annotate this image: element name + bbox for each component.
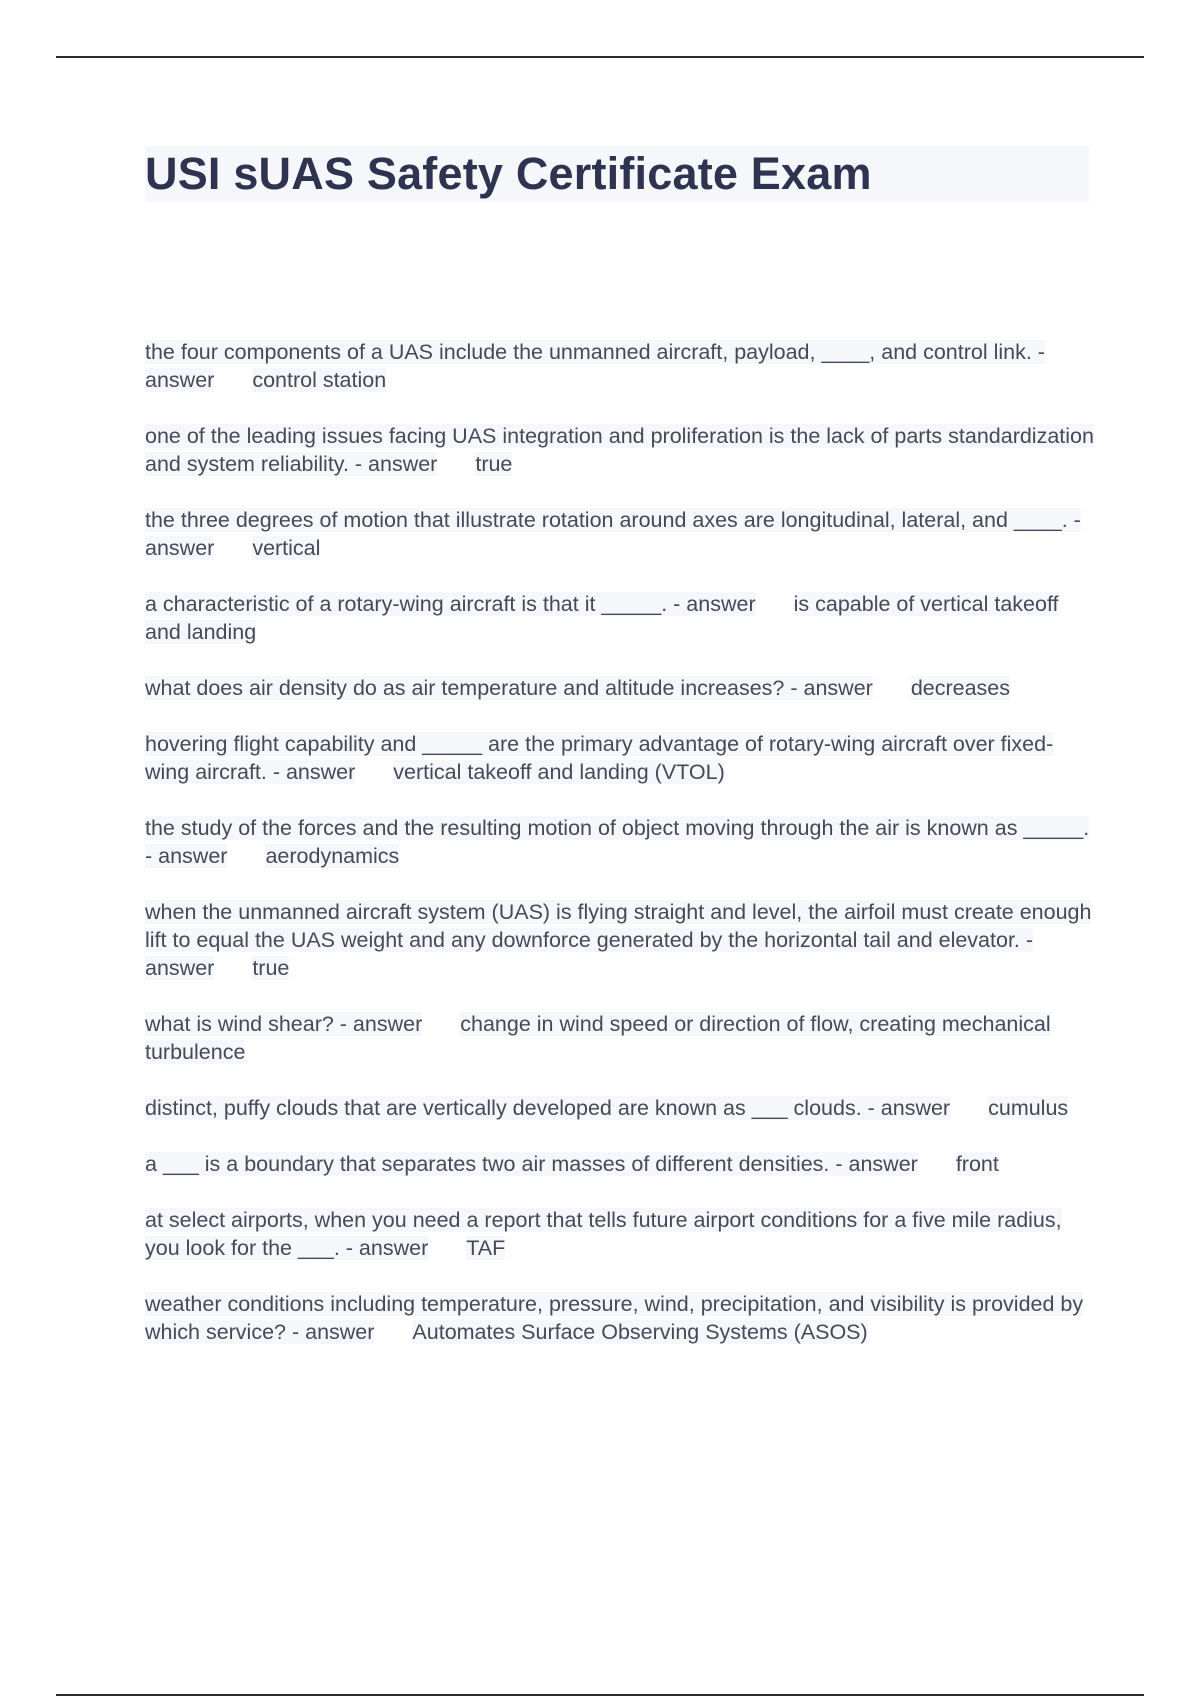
answer-text: TAF: [466, 1236, 506, 1260]
question-text: what does air density do as air temperature and altitude increases? - answer: [145, 676, 873, 700]
question-text: one of the leading issues facing UAS integration and proliferation is the lack of parts standardization and system reliability. - answer: [145, 424, 1094, 476]
answer-text: control station: [252, 368, 387, 392]
qa-item: [145, 590, 1095, 646]
qa-item: [145, 506, 1095, 562]
question-text: a ___ is a boundary that separates two air masses of different densities. - answer: [145, 1152, 918, 1176]
top-rule: [56, 56, 1144, 58]
answer-text: true: [475, 452, 513, 476]
qa-item: [145, 422, 1095, 478]
question-list: [145, 338, 1095, 1374]
answer-text: vertical takeoff and landing (VTOL): [393, 760, 725, 784]
document-title: USI sUAS Safety Certificate Exam: [145, 148, 872, 199]
qa-item: [145, 1010, 1095, 1066]
qa-item: [145, 338, 1095, 394]
question-text: weather conditions including temperature, pressure, wind, precipitation, and visibility is provided by which service? - answer: [145, 1292, 1084, 1344]
question-text: at select airports, when you need a report that tells future airport conditions for a five mile radius, you look for the ___. - answer: [145, 1208, 1062, 1260]
qa-item: [145, 898, 1095, 982]
answer-text: Automates Surface Observing Systems (ASOS): [412, 1320, 868, 1344]
question-text: a characteristic of a rotary-wing aircraft is that it _____. - answer: [145, 592, 756, 616]
qa-item: [145, 730, 1095, 786]
answer-text: decreases: [910, 676, 1011, 700]
answer-text: front: [955, 1152, 999, 1176]
bottom-rule: [56, 1694, 1144, 1696]
answer-text: is capable of vertical takeoff and landing: [145, 592, 1059, 644]
qa-item: [145, 1150, 1095, 1178]
qa-item: [145, 814, 1095, 870]
answer-text: vertical: [252, 536, 321, 560]
answer-text: change in wind speed or direction of flow, creating mechanical turbulence: [145, 1012, 1051, 1064]
answer-text: cumulus: [988, 1096, 1069, 1120]
answer-text: aerodynamics: [265, 844, 400, 868]
question-text: the three degrees of motion that illustrate rotation around axes are longitudinal, lateral, and ____. - answer: [145, 508, 1081, 560]
answer-text: true: [252, 956, 290, 980]
question-text: hovering flight capability and _____ are the primary advantage of rotary-wing aircraft over fixed-wing aircraft. - answer: [145, 732, 1054, 784]
question-text: the four components of a UAS include the unmanned aircraft, payload, ____, and control link. - answer: [145, 340, 1045, 392]
question-text: distinct, puffy clouds that are vertically developed are known as ___ clouds. - answer: [145, 1096, 951, 1120]
qa-item: [145, 674, 1095, 702]
question-text: what is wind shear? - answer: [145, 1012, 423, 1036]
qa-item: [145, 1290, 1095, 1346]
question-text: when the unmanned aircraft system (UAS) is flying straight and level, the airfoil must create enough lift to equal the UAS weight and any downforce generated by the horizontal tail and elevator. - answer: [145, 900, 1092, 980]
question-text: the study of the forces and the resulting motion of object moving through the air is known as _____. - answer: [145, 816, 1090, 868]
qa-item: [145, 1206, 1095, 1262]
qa-item: [145, 1094, 1095, 1122]
